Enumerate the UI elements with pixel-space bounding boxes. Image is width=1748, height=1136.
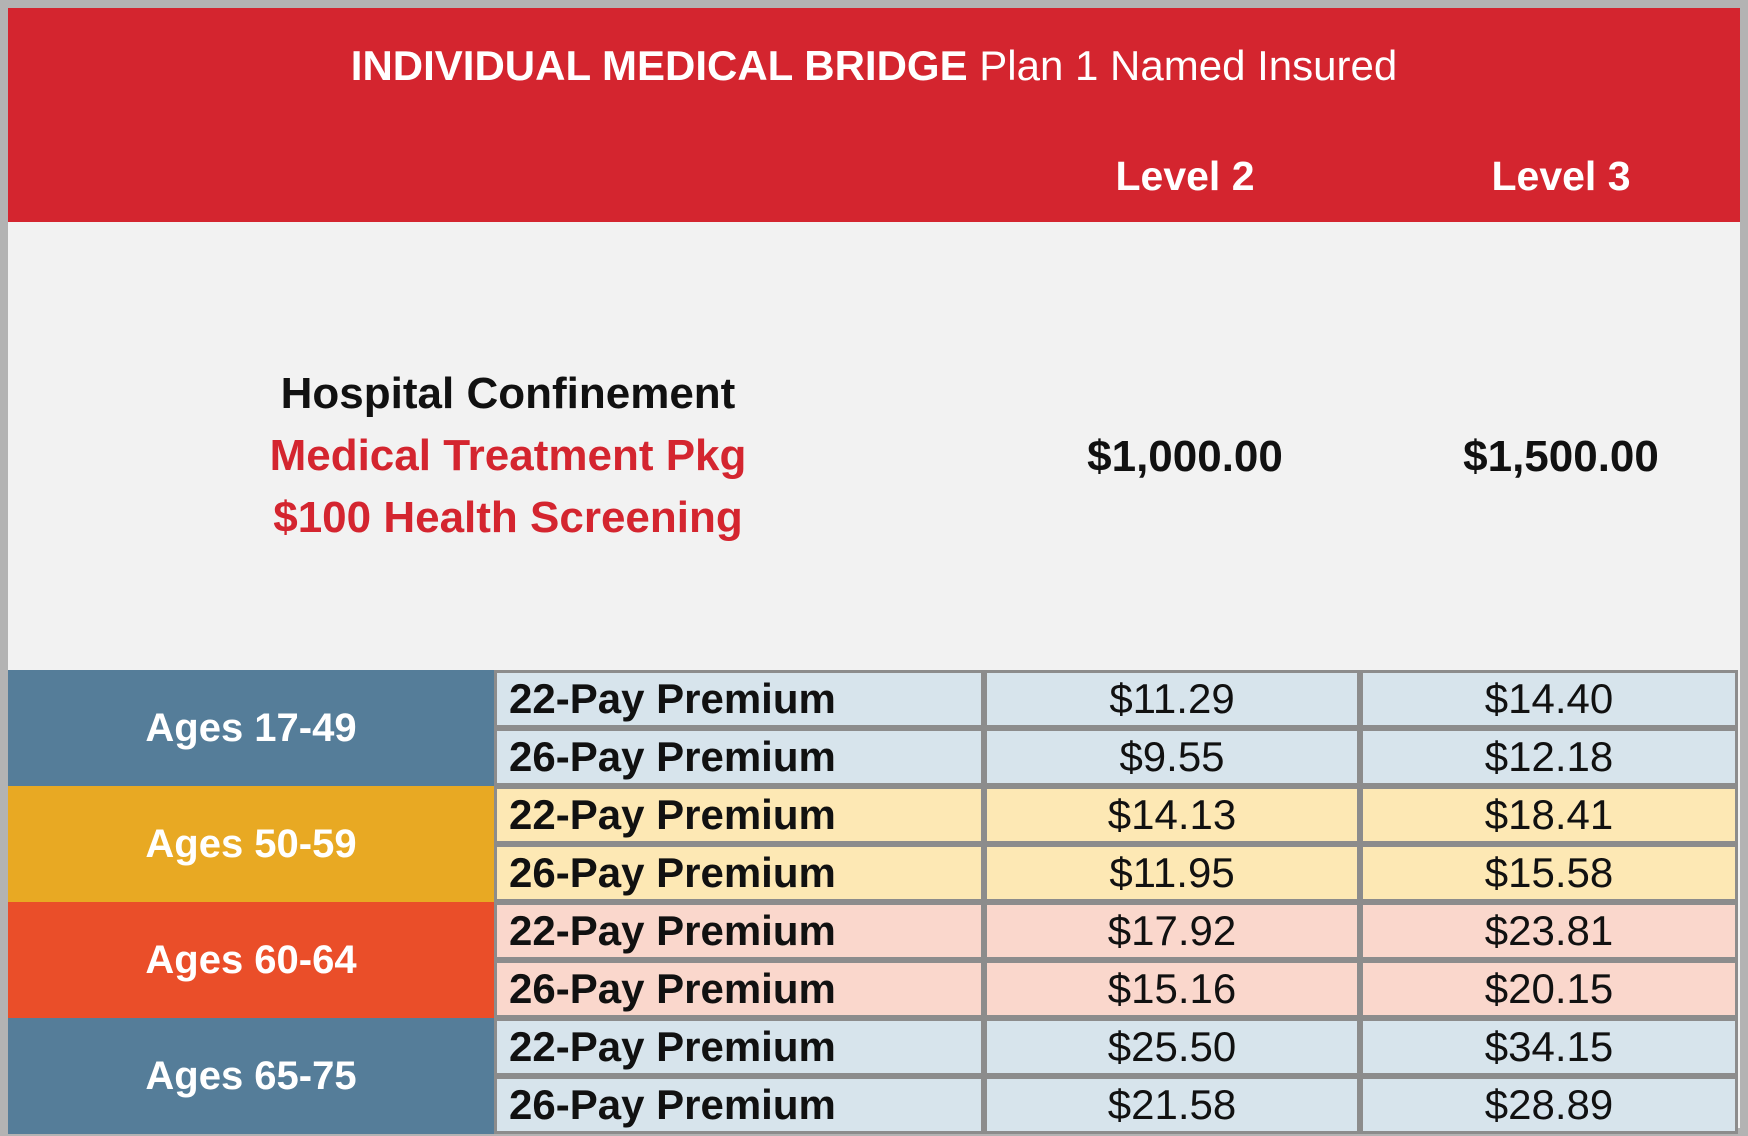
level-3-premium-cell: $14.40 xyxy=(1360,670,1738,728)
premium-type-cell: 26-Pay Premium xyxy=(494,728,984,786)
level-3-premium-cell: $23.81 xyxy=(1360,902,1738,960)
level-2-premium-cell: $21.58 xyxy=(984,1076,1360,1134)
level-3-premium-cell: $34.15 xyxy=(1360,1018,1738,1076)
premium-type-cell: 22-Pay Premium xyxy=(494,670,984,728)
premium-row xyxy=(494,1076,1740,1134)
premium-row xyxy=(494,960,1740,1018)
age-group-label: Ages 50-59 xyxy=(8,786,494,902)
level-3-header: Level 3 xyxy=(1491,153,1631,199)
level-2-premium-cell: $11.29 xyxy=(984,670,1360,728)
level-3-premium-cell: $12.18 xyxy=(1360,728,1738,786)
premium-row xyxy=(494,902,1740,960)
age-group-label: Ages 65-75 xyxy=(8,1018,494,1134)
benefit-description xyxy=(158,363,858,549)
title-bold: INDIVIDUAL MEDICAL BRIDGE xyxy=(350,42,968,89)
level-2-premium-cell: $25.50 xyxy=(984,1018,1360,1076)
table-header xyxy=(8,8,1740,222)
level-2-premium-cell: $17.92 xyxy=(984,902,1360,960)
level-2-premium-cell: $11.95 xyxy=(984,844,1360,902)
premium-type-cell: 26-Pay Premium xyxy=(494,844,984,902)
premium-grid xyxy=(8,670,1740,1128)
premium-row xyxy=(494,670,1740,728)
level-2-header: Level 2 xyxy=(1115,153,1255,199)
premium-type-cell: 26-Pay Premium xyxy=(494,960,984,1018)
age-group-label: Ages 60-64 xyxy=(8,902,494,1018)
premium-row xyxy=(494,728,1740,786)
table-title xyxy=(8,40,1740,92)
level-3-premium-cell: $18.41 xyxy=(1360,786,1738,844)
level-3-premium-cell: $20.15 xyxy=(1360,960,1738,1018)
rate-table xyxy=(8,8,1740,1128)
benefit-line-medical: Medical Treatment Pkg xyxy=(269,431,747,480)
level-3-premium-cell: $15.58 xyxy=(1360,844,1738,902)
benefit-row xyxy=(8,222,1740,670)
age-group-label: Ages 17-49 xyxy=(8,670,494,786)
premium-type-cell: 26-Pay Premium xyxy=(494,1076,984,1134)
benefit-line-hospital: Hospital Confinement xyxy=(280,369,736,418)
premium-type-cell: 22-Pay Premium xyxy=(494,902,984,960)
title-light: Plan 1 Named Insured xyxy=(979,42,1398,89)
benefit-line-screening: $100 Health Screening xyxy=(273,493,743,542)
level-3-premium-cell: $28.89 xyxy=(1360,1076,1738,1134)
level-2-premium-cell: $15.16 xyxy=(984,960,1360,1018)
benefit-amount-level-3: $1,500.00 xyxy=(1463,432,1659,481)
premium-row xyxy=(494,844,1740,902)
premium-type-cell: 22-Pay Premium xyxy=(494,786,984,844)
level-2-premium-cell: $14.13 xyxy=(984,786,1360,844)
premium-type-cell: 22-Pay Premium xyxy=(494,1018,984,1076)
benefit-amount-level-2: $1,000.00 xyxy=(1087,432,1283,481)
premium-row xyxy=(494,1018,1740,1076)
premium-row xyxy=(494,786,1740,844)
level-2-premium-cell: $9.55 xyxy=(984,728,1360,786)
